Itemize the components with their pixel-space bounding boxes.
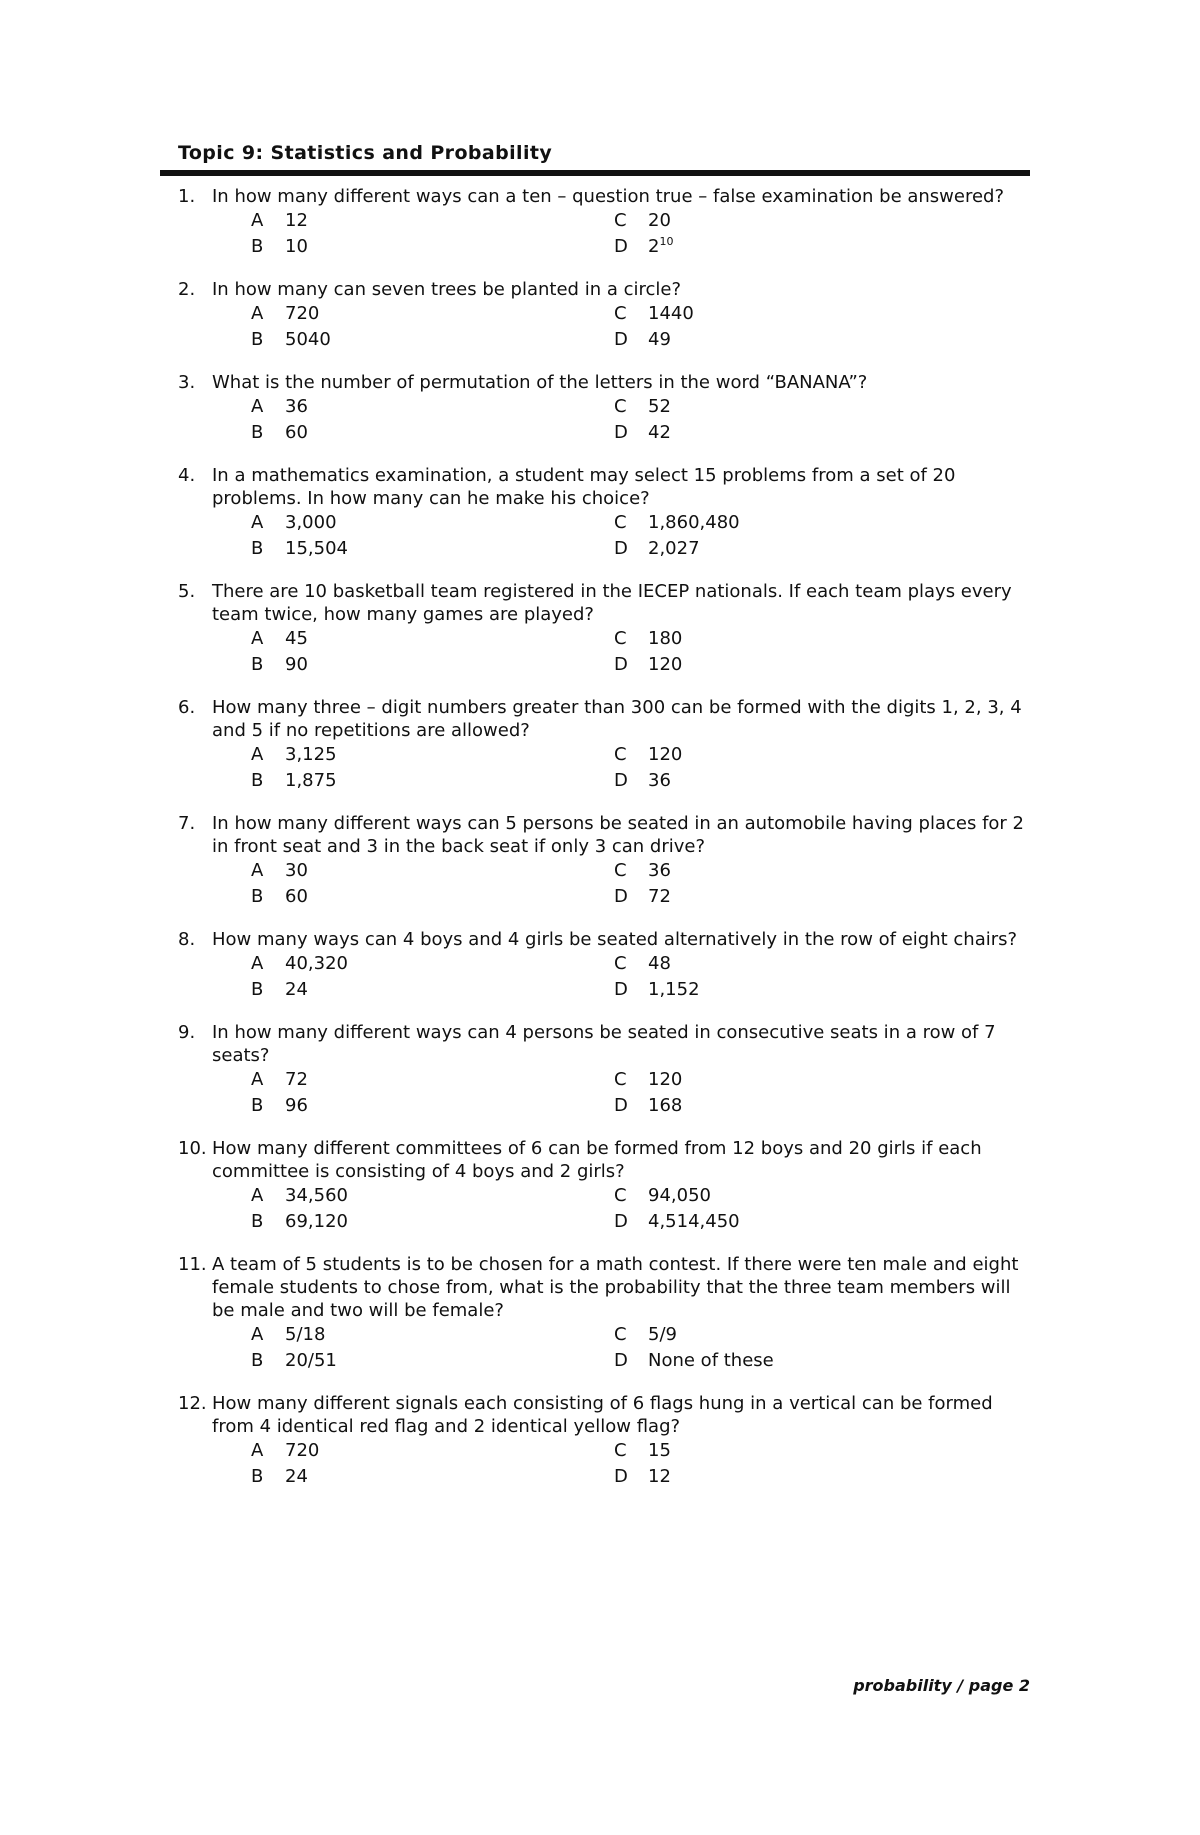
choice-letter: C: [614, 628, 627, 649]
choice-letter: A: [251, 1440, 264, 1461]
choice-value: 94,050: [648, 1185, 711, 1206]
choice-value: 96: [285, 1095, 308, 1116]
choice-a: [251, 742, 337, 768]
question-text: How many different committees of 6 can be formed from 12 boys and 20 girls if each committee is consisting of 4 boys and 2 girls?: [212, 1138, 982, 1182]
choice-value: 12: [648, 1466, 671, 1487]
question-item: [178, 278, 1030, 353]
choice-letter: C: [614, 210, 627, 231]
choice-letter: A: [251, 744, 264, 765]
question-item: [178, 696, 1030, 794]
question-text: In how many can seven trees be planted in a circle?: [212, 279, 682, 300]
question-number: 7.: [178, 813, 196, 834]
choice-letter: C: [614, 1324, 627, 1345]
choice-letter: D: [614, 236, 628, 257]
choice-value: 60: [285, 886, 308, 907]
choice-letter: B: [251, 236, 264, 257]
choice-letter: D: [614, 770, 628, 791]
choice-letter: A: [251, 1185, 264, 1206]
choice-d: [614, 652, 682, 678]
choice-a: [251, 1322, 325, 1348]
choice-value: 20: [648, 210, 671, 231]
answer-choices: [178, 301, 1030, 353]
question-number: 3.: [178, 372, 196, 393]
choice-a: [251, 951, 348, 977]
choice-d: [614, 234, 673, 260]
choice-b: [251, 1348, 337, 1374]
choice-exponent: 10: [659, 235, 674, 248]
choice-c: [614, 394, 671, 420]
choice-value: 34,560: [285, 1185, 348, 1206]
choice-value: 120: [648, 654, 683, 675]
choice-letter: D: [614, 329, 628, 350]
choice-c: [614, 208, 671, 234]
choice-d: [614, 1464, 671, 1490]
choice-value: 1,875: [285, 770, 337, 791]
choice-c: [614, 1067, 682, 1093]
question-text: A team of 5 students is to be chosen for a math contest. If there were ten male and eight female students to chose from, what is the probability that the three team members will be male and two will be female?: [212, 1254, 1019, 1321]
question-text: In how many different ways can 4 persons be seated in consecutive seats in a row of 7 seats?: [212, 1022, 996, 1066]
question-text: How many three – digit numbers greater than 300 can be formed with the digits 1, 2, 3, 4 and 5 if no repetitions are allowed?: [212, 697, 1022, 741]
choice-a: [251, 510, 337, 536]
choice-value: 45: [285, 628, 308, 649]
choice-value: 42: [648, 422, 671, 443]
choice-value: 180: [648, 628, 683, 649]
choice-d: [614, 1093, 682, 1119]
choice-value: 69,120: [285, 1211, 348, 1232]
answer-choices: [178, 208, 1030, 260]
choice-value: 36: [648, 770, 671, 791]
choice-letter: D: [614, 1350, 628, 1371]
choice-value: 10: [285, 236, 308, 257]
choice-value: 36: [285, 396, 308, 417]
question-number: 10.: [178, 1138, 207, 1159]
question-text: In how many different ways can 5 persons be seated in an automobile having places for 2 in front seat and 3 in the back seat if only 3 can drive?: [212, 813, 1025, 857]
choice-b: [251, 1464, 308, 1490]
question-number: 6.: [178, 697, 196, 718]
question-stem: [178, 1253, 1030, 1322]
choice-letter: B: [251, 886, 264, 907]
question-stem: [178, 696, 1030, 742]
choice-value: 3,000: [285, 512, 337, 533]
answer-choices: [178, 1438, 1030, 1490]
choice-a: [251, 1438, 319, 1464]
question-item: [178, 1137, 1030, 1235]
question-text: There are 10 basketball team registered in the IECEP nationals. If each team plays every team twice, how many games are played?: [212, 581, 1012, 625]
choice-value: 48: [648, 953, 671, 974]
choice-value: 52: [648, 396, 671, 417]
question-item: [178, 371, 1030, 446]
choice-value: 40,320: [285, 953, 348, 974]
choice-letter: C: [614, 1069, 627, 1090]
choice-b: [251, 327, 331, 353]
question-number: 1.: [178, 186, 196, 207]
answer-choices: [178, 626, 1030, 678]
choice-value: 15,504: [285, 538, 348, 559]
choice-a: [251, 394, 308, 420]
choice-letter: D: [614, 979, 628, 1000]
choice-b: [251, 1209, 348, 1235]
choice-value: 36: [648, 860, 671, 881]
choice-letter: C: [614, 512, 627, 533]
question-text: In a mathematics examination, a student may select 15 problems from a set of 20 problems. In how many can he make his choice?: [212, 465, 956, 509]
choice-a: [251, 208, 308, 234]
question-item: [178, 1253, 1030, 1374]
choice-letter: D: [614, 654, 628, 675]
choice-value: 2: [648, 236, 660, 257]
choice-d: [614, 327, 671, 353]
choice-letter: D: [614, 886, 628, 907]
choice-value: 60: [285, 422, 308, 443]
choice-c: [614, 951, 671, 977]
choice-b: [251, 536, 348, 562]
choice-letter: C: [614, 303, 627, 324]
question-text: How many ways can 4 boys and 4 girls be seated alternatively in the row of eight chairs?: [212, 929, 1018, 950]
choice-d: [614, 1209, 740, 1235]
choice-b: [251, 234, 308, 260]
choice-value: None of these: [648, 1350, 774, 1371]
choice-letter: C: [614, 860, 627, 881]
choice-letter: A: [251, 210, 264, 231]
answer-choices: [178, 858, 1030, 910]
choice-letter: A: [251, 303, 264, 324]
choice-value: 20/51: [285, 1350, 337, 1371]
choice-b: [251, 768, 337, 794]
choice-c: [614, 1183, 711, 1209]
choice-c: [614, 626, 682, 652]
choice-a: [251, 1183, 348, 1209]
question-item: [178, 580, 1030, 678]
choice-value: 1,860,480: [648, 512, 740, 533]
question-stem: [178, 371, 1030, 394]
question-item: [178, 928, 1030, 1003]
question-number: 12.: [178, 1393, 207, 1414]
choice-d: [614, 1348, 774, 1374]
choice-letter: A: [251, 860, 264, 881]
choice-value: 72: [285, 1069, 308, 1090]
question-text: How many different signals each consisting of 6 flags hung in a vertical can be formed from 4 identical red flag and 2 identical yellow flag?: [212, 1393, 993, 1437]
answer-choices: [178, 742, 1030, 794]
question-list: [178, 185, 1030, 1508]
page-title: Topic 9: Statistics and Probability: [178, 142, 553, 164]
choice-letter: D: [614, 1466, 628, 1487]
choice-value: 5/9: [648, 1324, 677, 1345]
choice-value: 49: [648, 329, 671, 350]
choice-letter: C: [614, 953, 627, 974]
question-number: 11.: [178, 1254, 207, 1275]
question-number: 8.: [178, 929, 196, 950]
title-underline-rule: [160, 170, 1030, 176]
choice-value: 15: [648, 1440, 671, 1461]
question-stem: [178, 1021, 1030, 1067]
question-stem: [178, 580, 1030, 626]
question-stem: [178, 812, 1030, 858]
choice-letter: A: [251, 953, 264, 974]
answer-choices: [178, 1067, 1030, 1119]
choice-letter: B: [251, 538, 264, 559]
choice-letter: A: [251, 512, 264, 533]
choice-value: 24: [285, 979, 308, 1000]
choice-c: [614, 1438, 671, 1464]
choice-letter: A: [251, 1069, 264, 1090]
choice-d: [614, 420, 671, 446]
answer-choices: [178, 510, 1030, 562]
choice-letter: A: [251, 1324, 264, 1345]
question-text: What is the number of permutation of the letters in the word “BANANA”?: [212, 372, 868, 393]
choice-value: 120: [648, 1069, 683, 1090]
page-footer: probability / page 2: [853, 1676, 1030, 1695]
choice-value: 12: [285, 210, 308, 231]
question-stem: [178, 1137, 1030, 1183]
choice-c: [614, 1322, 677, 1348]
choice-letter: D: [614, 538, 628, 559]
choice-value: 2,027: [648, 538, 700, 559]
choice-letter: B: [251, 1095, 264, 1116]
document-page: [178, 140, 1030, 1487]
choice-value: 5040: [285, 329, 331, 350]
choice-letter: C: [614, 744, 627, 765]
choice-value: 90: [285, 654, 308, 675]
choice-d: [614, 536, 700, 562]
question-item: [178, 1021, 1030, 1119]
choice-letter: B: [251, 422, 264, 443]
question-stem: [178, 185, 1030, 208]
question-item: [178, 812, 1030, 910]
choice-letter: D: [614, 1211, 628, 1232]
choice-letter: B: [251, 329, 264, 350]
choice-value: 720: [285, 1440, 320, 1461]
answer-choices: [178, 951, 1030, 1003]
choice-d: [614, 977, 700, 1003]
question-item: [178, 1392, 1030, 1490]
choice-a: [251, 1067, 308, 1093]
choice-letter: B: [251, 770, 264, 791]
question-stem: [178, 278, 1030, 301]
question-stem: [178, 464, 1030, 510]
question-number: 9.: [178, 1022, 196, 1043]
choice-c: [614, 858, 671, 884]
choice-letter: C: [614, 396, 627, 417]
answer-choices: [178, 1183, 1030, 1235]
question-number: 4.: [178, 465, 196, 486]
question-stem: [178, 1392, 1030, 1438]
choice-letter: B: [251, 1350, 264, 1371]
choice-c: [614, 301, 694, 327]
question-item: [178, 464, 1030, 562]
choice-c: [614, 510, 740, 536]
choice-b: [251, 652, 308, 678]
choice-letter: C: [614, 1185, 627, 1206]
answer-choices: [178, 1322, 1030, 1374]
choice-b: [251, 884, 308, 910]
choice-letter: A: [251, 396, 264, 417]
question-item: [178, 185, 1030, 260]
choice-letter: D: [614, 422, 628, 443]
choice-value: 168: [648, 1095, 683, 1116]
choice-letter: B: [251, 654, 264, 675]
choice-a: [251, 858, 308, 884]
answer-choices: [178, 394, 1030, 446]
choice-value: 3,125: [285, 744, 337, 765]
choice-b: [251, 977, 308, 1003]
question-text: In how many different ways can a ten – question true – false examination be answered?: [212, 186, 1005, 207]
choice-letter: B: [251, 979, 264, 1000]
choice-letter: B: [251, 1211, 264, 1232]
choice-letter: C: [614, 1440, 627, 1461]
choice-b: [251, 1093, 308, 1119]
choice-value: 120: [648, 744, 683, 765]
question-number: 2.: [178, 279, 196, 300]
choice-a: [251, 301, 319, 327]
choice-value: 720: [285, 303, 320, 324]
choice-letter: D: [614, 1095, 628, 1116]
choice-value: 4,514,450: [648, 1211, 740, 1232]
choice-letter: B: [251, 1466, 264, 1487]
choice-a: [251, 626, 308, 652]
choice-value: 1,152: [648, 979, 700, 1000]
choice-value: 72: [648, 886, 671, 907]
choice-b: [251, 420, 308, 446]
question-stem: [178, 928, 1030, 951]
choice-value: 30: [285, 860, 308, 881]
question-number: 5.: [178, 581, 196, 602]
choice-letter: A: [251, 628, 264, 649]
choice-d: [614, 884, 671, 910]
choice-value: 5/18: [285, 1324, 326, 1345]
choice-d: [614, 768, 671, 794]
choice-value: 24: [285, 1466, 308, 1487]
choice-value: 1440: [648, 303, 694, 324]
choice-c: [614, 742, 682, 768]
